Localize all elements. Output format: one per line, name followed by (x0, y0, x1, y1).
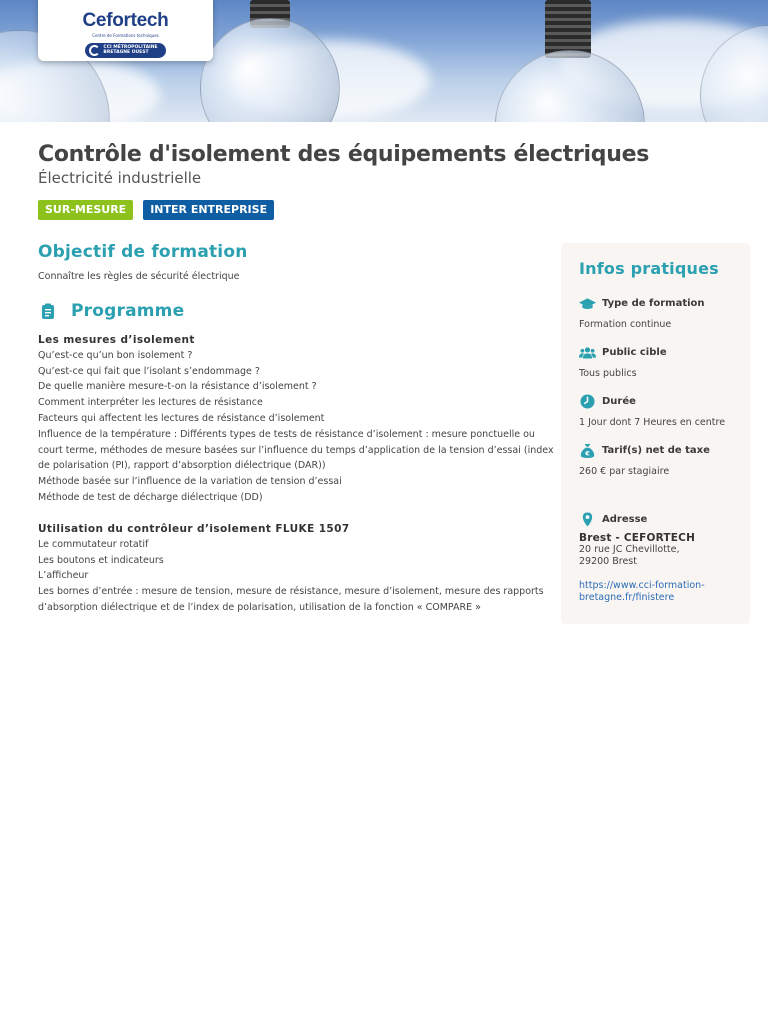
programme-line: Les bornes d’entrée : mesure de tension, mesure de résistance, mesure d’isolement, mesure des rapports (38, 586, 544, 598)
info-label: Adresse (602, 514, 648, 525)
programme-line: Le commutateur rotatif (38, 538, 149, 550)
programme-section-lines (38, 348, 554, 506)
programme-line: Les boutons et indicateurs (38, 554, 164, 566)
programme-line: Facteurs qui affectent les lectures de résistance d’isolement (38, 412, 325, 424)
objective-heading: Objectif de formation (38, 242, 248, 262)
info-label: Tarif(s) net de taxe (602, 445, 710, 456)
info-public-cible (579, 344, 732, 379)
info-value: Tous publics (579, 368, 637, 379)
programme-line: De quelle manière mesure-t-on la résistance d’isolement ? (38, 381, 317, 393)
badge-inter-entreprise: INTER ENTREPRISE (143, 200, 274, 220)
main-content (38, 242, 554, 616)
logo-tagline: Centre de Formations techniques (92, 33, 159, 38)
logo-name: Cefortech (82, 10, 169, 31)
programme-section-title: Les mesures d’isolement (38, 333, 195, 346)
map-pin-icon (579, 512, 596, 527)
address-name: Brest - CEFORTECH (579, 532, 696, 544)
address-website-link[interactable] (579, 580, 732, 604)
link-line: bretagne.fr/finistere (579, 592, 675, 603)
programme-line: Méthode de test de décharge diélectrique (DD) (38, 491, 263, 503)
info-value: 260 € par stagiaire (579, 466, 670, 477)
programme-line: d’absorption diélectrique et de l’index de polarisation, utilisation de la fonction « COMPARE » (38, 601, 481, 613)
info-type-formation (579, 295, 732, 330)
address-street: 20 rue JC Chevillotte, (579, 544, 680, 555)
badge-row (38, 200, 274, 220)
info-adresse (579, 511, 732, 604)
programme-heading: Programme (71, 300, 185, 321)
people-icon (579, 345, 596, 360)
cci-logo-pill (85, 43, 165, 58)
programme-line: Qu’est-ce qu’un bon isolement ? (38, 349, 193, 361)
programme-line: court terme, méthodes de mesure basées sur l’influence du temps d’application de la tension d’essai (index (38, 444, 554, 456)
programme-line: Comment interpréter les lectures de résistance (38, 397, 263, 409)
programme-line: Influence de la température : Différents types de tests de résistance d’isolement : mesure ponctuelle ou (38, 428, 535, 440)
page-subtitle: Électricité industrielle (38, 169, 202, 187)
info-tarif (579, 442, 732, 477)
programme-section-lines (38, 537, 548, 616)
info-duree (579, 393, 732, 428)
clipboard-icon (40, 303, 56, 319)
programme-line: L’afficheur (38, 570, 89, 582)
infos-heading: Infos pratiques (579, 259, 719, 278)
address-city: 29200 Brest (579, 556, 637, 567)
cci-c-icon (89, 45, 100, 56)
programme-section-title: Utilisation du contrôleur d’isolement FLUKE 1507 (38, 522, 350, 535)
info-label: Type de formation (602, 298, 705, 309)
infos-pratiques-panel (561, 243, 750, 624)
cci-line1: CCI MÉTROPOLITAINE (103, 44, 158, 50)
page-title: Contrôle d'isolement des équipements électriques (38, 142, 649, 167)
money-bag-icon (579, 443, 596, 458)
objective-text: Connaître les règles de sécurité électrique (38, 271, 240, 282)
programme-line: Qu’est-ce qui fait que l’isolant s’endommage ? (38, 365, 260, 377)
cci-line2: BRETAGNE OUEST (103, 50, 149, 55)
info-value: 1 Jour dont 7 Heures en centre (579, 417, 726, 428)
programme-line: de polarisation (PI), rapport d’absorption diélectrique (DAR)) (38, 460, 326, 472)
badge-sur-mesure: SUR-MESURE (38, 200, 133, 220)
link-line: https://www.cci-formation- (579, 580, 705, 591)
graduation-cap-icon (579, 296, 596, 311)
light-bulb-image (200, 18, 340, 122)
clock-icon (579, 394, 596, 409)
info-label: Durée (602, 396, 636, 407)
cefortech-logo[interactable] (38, 0, 213, 61)
programme-line: Méthode basée sur l’influence de la variation de tension d’essai (38, 476, 342, 488)
svg-text:€: € (585, 449, 590, 458)
programme-header (38, 301, 548, 321)
info-value: Formation continue (579, 319, 672, 330)
info-label: Public cible (602, 347, 667, 358)
